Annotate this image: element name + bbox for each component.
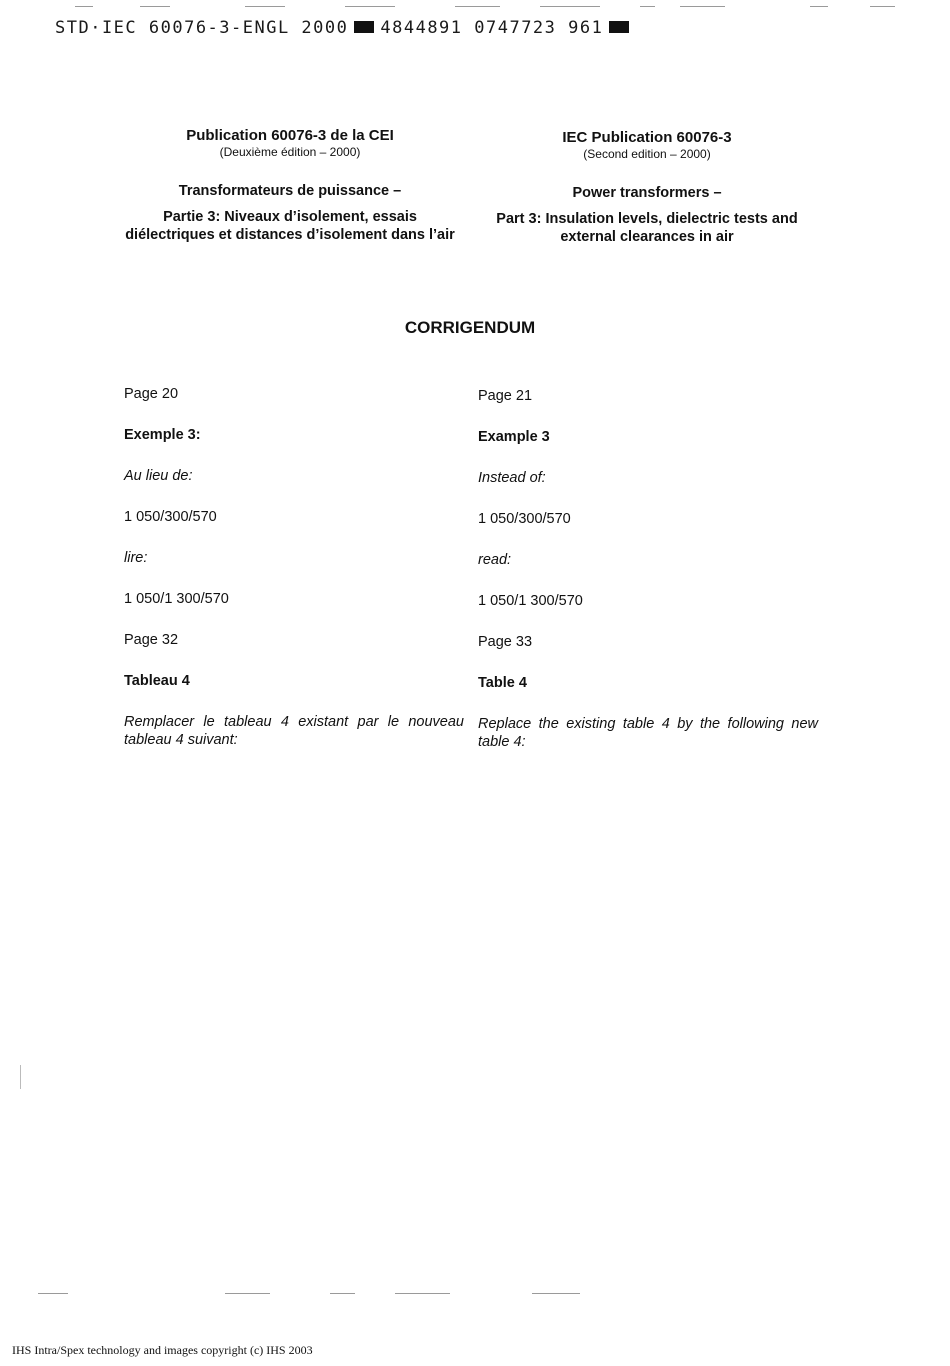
english-part: Part 3: Insulation levels, dielectric tests and external clearances in air <box>496 211 798 245</box>
french-page-ref: Page 20 <box>124 386 179 402</box>
redaction-block <box>354 21 374 33</box>
english-title: Power transformers – <box>572 185 722 201</box>
english-title-block <box>477 129 817 246</box>
english-replace-instruction: Replace the existing table 4 by the following new table 4: <box>478 716 818 750</box>
french-title-block <box>120 127 460 244</box>
english-edition: (Second edition – 2000) <box>583 147 711 161</box>
english-page-ref: Page 21 <box>478 388 533 404</box>
french-replace-instruction: Remplacer le tableau 4 existant par le nouveau tableau 4 suivant: <box>124 714 464 748</box>
document-code <box>55 18 635 38</box>
french-old-value: 1 050/300/570 <box>124 509 217 525</box>
french-new-value: 1 050/1 300/570 <box>124 591 229 607</box>
french-page-ref-2: Page 32 <box>124 632 179 648</box>
french-column <box>124 385 464 749</box>
french-table-heading: Tableau 4 <box>124 673 190 689</box>
french-title: Transformateurs de puissance – <box>178 183 402 199</box>
french-read: lire: <box>124 550 148 566</box>
french-edition: (Deuxième édition – 2000) <box>219 145 361 159</box>
english-old-value: 1 050/300/570 <box>478 511 571 527</box>
french-instead-of: Au lieu de: <box>124 468 193 484</box>
french-publication: Publication 60076-3 de la CEI <box>186 127 394 144</box>
document-code-part1: STD·IEC 60076-3-ENGL 2000 <box>55 18 349 38</box>
english-page-ref-2: Page 33 <box>478 634 533 650</box>
english-read: read: <box>478 552 512 568</box>
english-column <box>478 387 818 751</box>
corrigendum-heading: CORRIGENDUM <box>404 318 536 337</box>
english-example-heading: Example 3 <box>478 429 550 445</box>
english-table-heading: Table 4 <box>478 675 527 691</box>
english-instead-of: Instead of: <box>478 470 546 486</box>
copyright-footer: IHS Intra/Spex technology and images copyright (c) IHS 2003 <box>12 1343 313 1357</box>
french-part: Partie 3: Niveaux d’isolement, essais diélectriques et distances d’isolement dans l’air <box>125 209 455 243</box>
redaction-block <box>609 21 629 33</box>
english-new-value: 1 050/1 300/570 <box>478 593 583 609</box>
document-code-part2: 4844891 0747723 961 <box>380 18 604 38</box>
french-example-heading: Exemple 3: <box>124 427 201 443</box>
english-publication: IEC Publication 60076-3 <box>562 129 732 146</box>
